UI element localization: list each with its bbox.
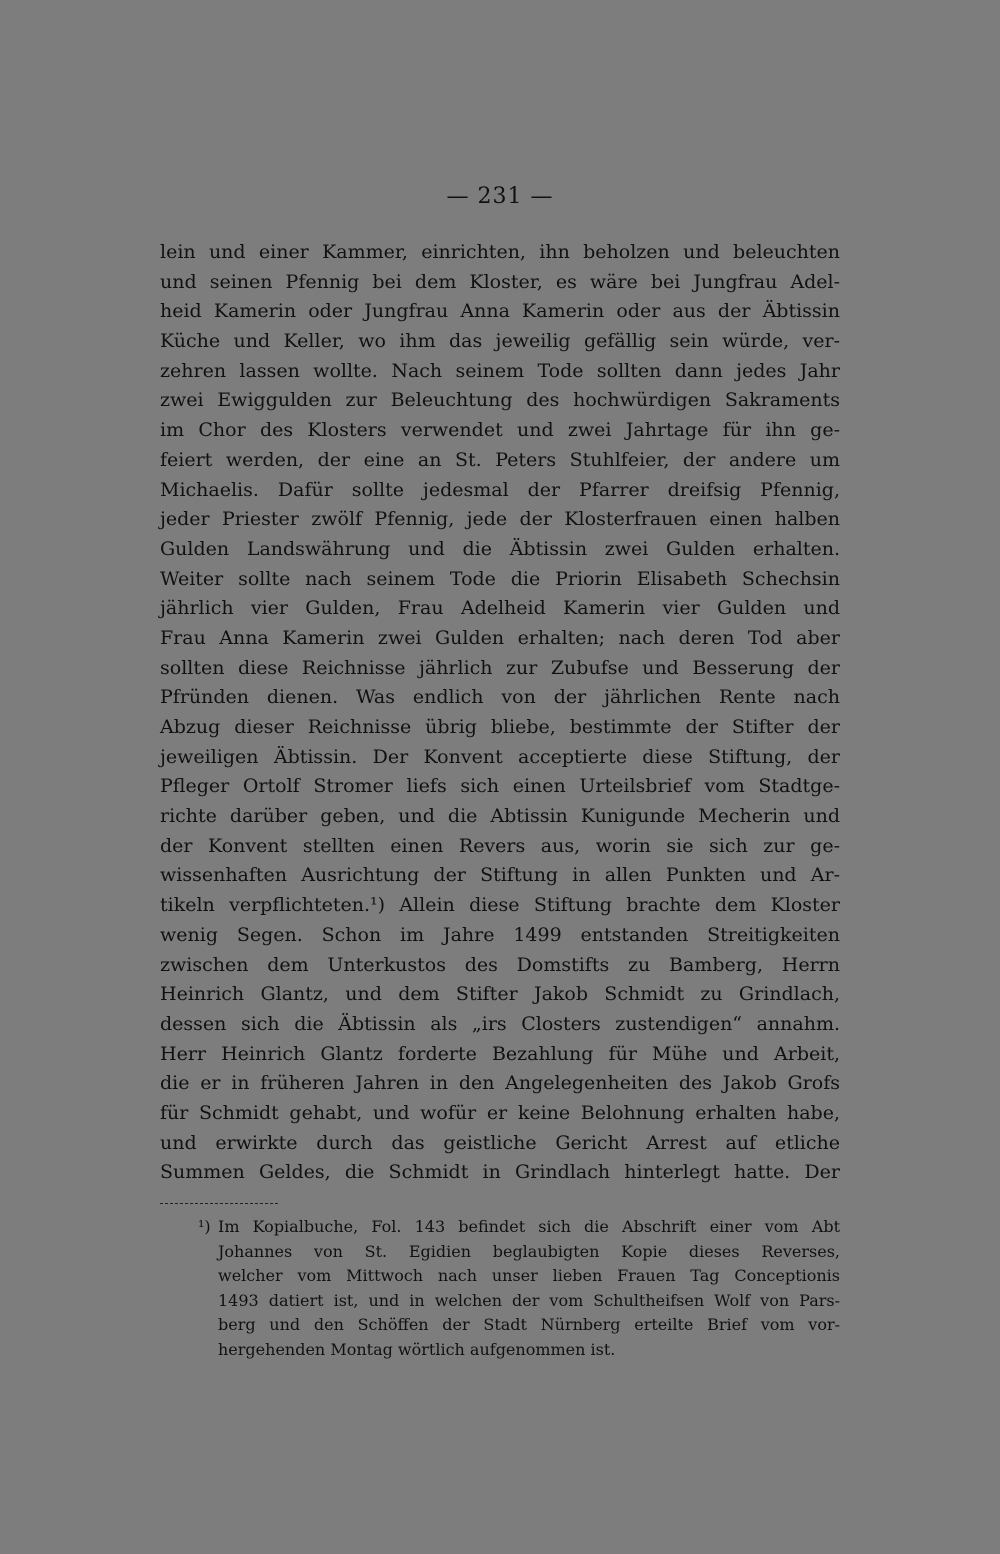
footnote: [160, 1215, 840, 1362]
body-line: und seinen Pfennig bei dem Kloster, es wäre bei Jungfrau Adel-: [160, 270, 840, 293]
body-line: feiert werden, der eine an St. Peters Stuhlfeier, der andere um: [160, 448, 840, 471]
footnote-line: hergehenden Montag wörtlich aufgenommen ist.: [218, 1339, 616, 1359]
body-line: zehren lassen wollte. Nach seinem Tode sollten dann jedes Jahr: [160, 359, 840, 382]
footnote-line: berg und den Schöffen der Stadt Nürnberg erteilte Brief vom vor-: [218, 1315, 840, 1334]
body-line: Frau Anna Kamerin zwei Gulden erhalten; nach deren Tod aber: [160, 626, 840, 649]
body-line: jeder Priester zwölf Pfennig, jede der Klosterfrauen einen halben: [160, 508, 840, 531]
body-line: dessen sich die Äbtissin als „irs Closters zustendigen“ annahm.: [160, 1012, 840, 1035]
body-line: Michaelis. Dafür sollte jedesmal der Pfarrer dreifsig Pfennig,: [160, 478, 840, 501]
body-line: jährlich vier Gulden, Frau Adelheid Kamerin vier Gulden und: [160, 597, 840, 620]
body-line: Pfleger Ortolf Stromer liefs sich einen Urteilsbrief vom Stadtge-: [160, 775, 840, 798]
body-line: wenig Segen. Schon im Jahre 1499 entstanden Streitigkeiten: [160, 923, 840, 946]
body-line: wissenhaften Ausrichtung der Stiftung in allen Punkten und Ar-: [160, 864, 840, 887]
body-line: richte darüber geben, und die Abtissin Kunigunde Mecherin und: [160, 805, 840, 828]
body-line: Heinrich Glantz, und dem Stifter Jakob Schmidt zu Grindlach,: [160, 983, 840, 1006]
body-line: Gulden Landswährung und die Äbtissin zwei Gulden erhalten.: [160, 537, 840, 560]
body-line: Pfründen dienen. Was endlich von der jährlichen Rente nach: [160, 686, 840, 709]
body-line: die er in früheren Jahren in den Angelegenheiten des Jakob Grofs: [160, 1072, 840, 1095]
footnote-line: Johannes von St. Egidien beglaubigten Kopie dieses Reverses,: [218, 1241, 840, 1261]
body-line: für Schmidt gehabt, und wofür er keine Belohnung erhalten habe,: [160, 1101, 840, 1124]
body-line: sollten diese Reichnisse jährlich zur Zubufse und Besserung der: [160, 656, 840, 679]
footnote-text: Im Kopialbuche, Fol. 143 befindet sich die Abschrift einer vom Abt: [218, 1217, 840, 1236]
body-line: tikeln verpflichteten.¹) Allein diese Stiftung brachte dem Kloster: [160, 894, 840, 917]
body-line: jeweiligen Äbtissin. Der Konvent acceptierte diese Stiftung, der: [160, 745, 840, 768]
body-text: [160, 238, 840, 1188]
body-line: heid Kamerin oder Jungfrau Anna Kamerin oder aus der Äbtissin: [160, 300, 840, 323]
body-line: Weiter sollte nach seinem Tode die Priorin Elisabeth Schechsin: [160, 567, 840, 590]
footnote-line: 1493 datiert ist, und in welchen der vom Schultheifsen Wolf von Pars-: [218, 1290, 840, 1310]
footnote-line: welcher vom Mittwoch nach unser lieben Frauen Tag Conceptionis: [218, 1266, 840, 1285]
footnote-marker: ¹): [198, 1217, 211, 1236]
body-line: und erwirkte durch das geistliche Gericht Arrest auf etliche: [160, 1131, 840, 1154]
body-line: zwei Ewiggulden zur Beleuchtung des hochwürdigen Sakraments: [160, 389, 840, 412]
body-line: Abzug dieser Reichnisse übrig bliebe, bestimmte der Stifter der: [160, 716, 840, 738]
body-line: zwischen dem Unterkustos des Domstifts zu Bamberg, Herrn: [160, 953, 840, 976]
footnote-line: [160, 1215, 840, 1240]
footnote-divider: [160, 1203, 278, 1204]
page-number: — 231 —: [446, 184, 554, 209]
body-line: Summen Geldes, die Schmidt in Grindlach hinterlegt hatte. Der: [160, 1161, 840, 1184]
body-line: im Chor des Klosters verwendet und zwei Jahrtage für ihn ge-: [160, 419, 840, 442]
body-line: Herr Heinrich Glantz forderte Bezahlung für Mühe und Arbeit,: [160, 1042, 840, 1065]
body-line: lein und einer Kammer, einrichten, ihn beholzen und beleuchten: [160, 241, 840, 263]
body-line: Küche und Keller, wo ihm das jeweilig gefällig sein würde, ver-: [160, 330, 840, 353]
body-line: der Konvent stellten einen Revers aus, worin sie sich zur ge-: [160, 834, 840, 857]
